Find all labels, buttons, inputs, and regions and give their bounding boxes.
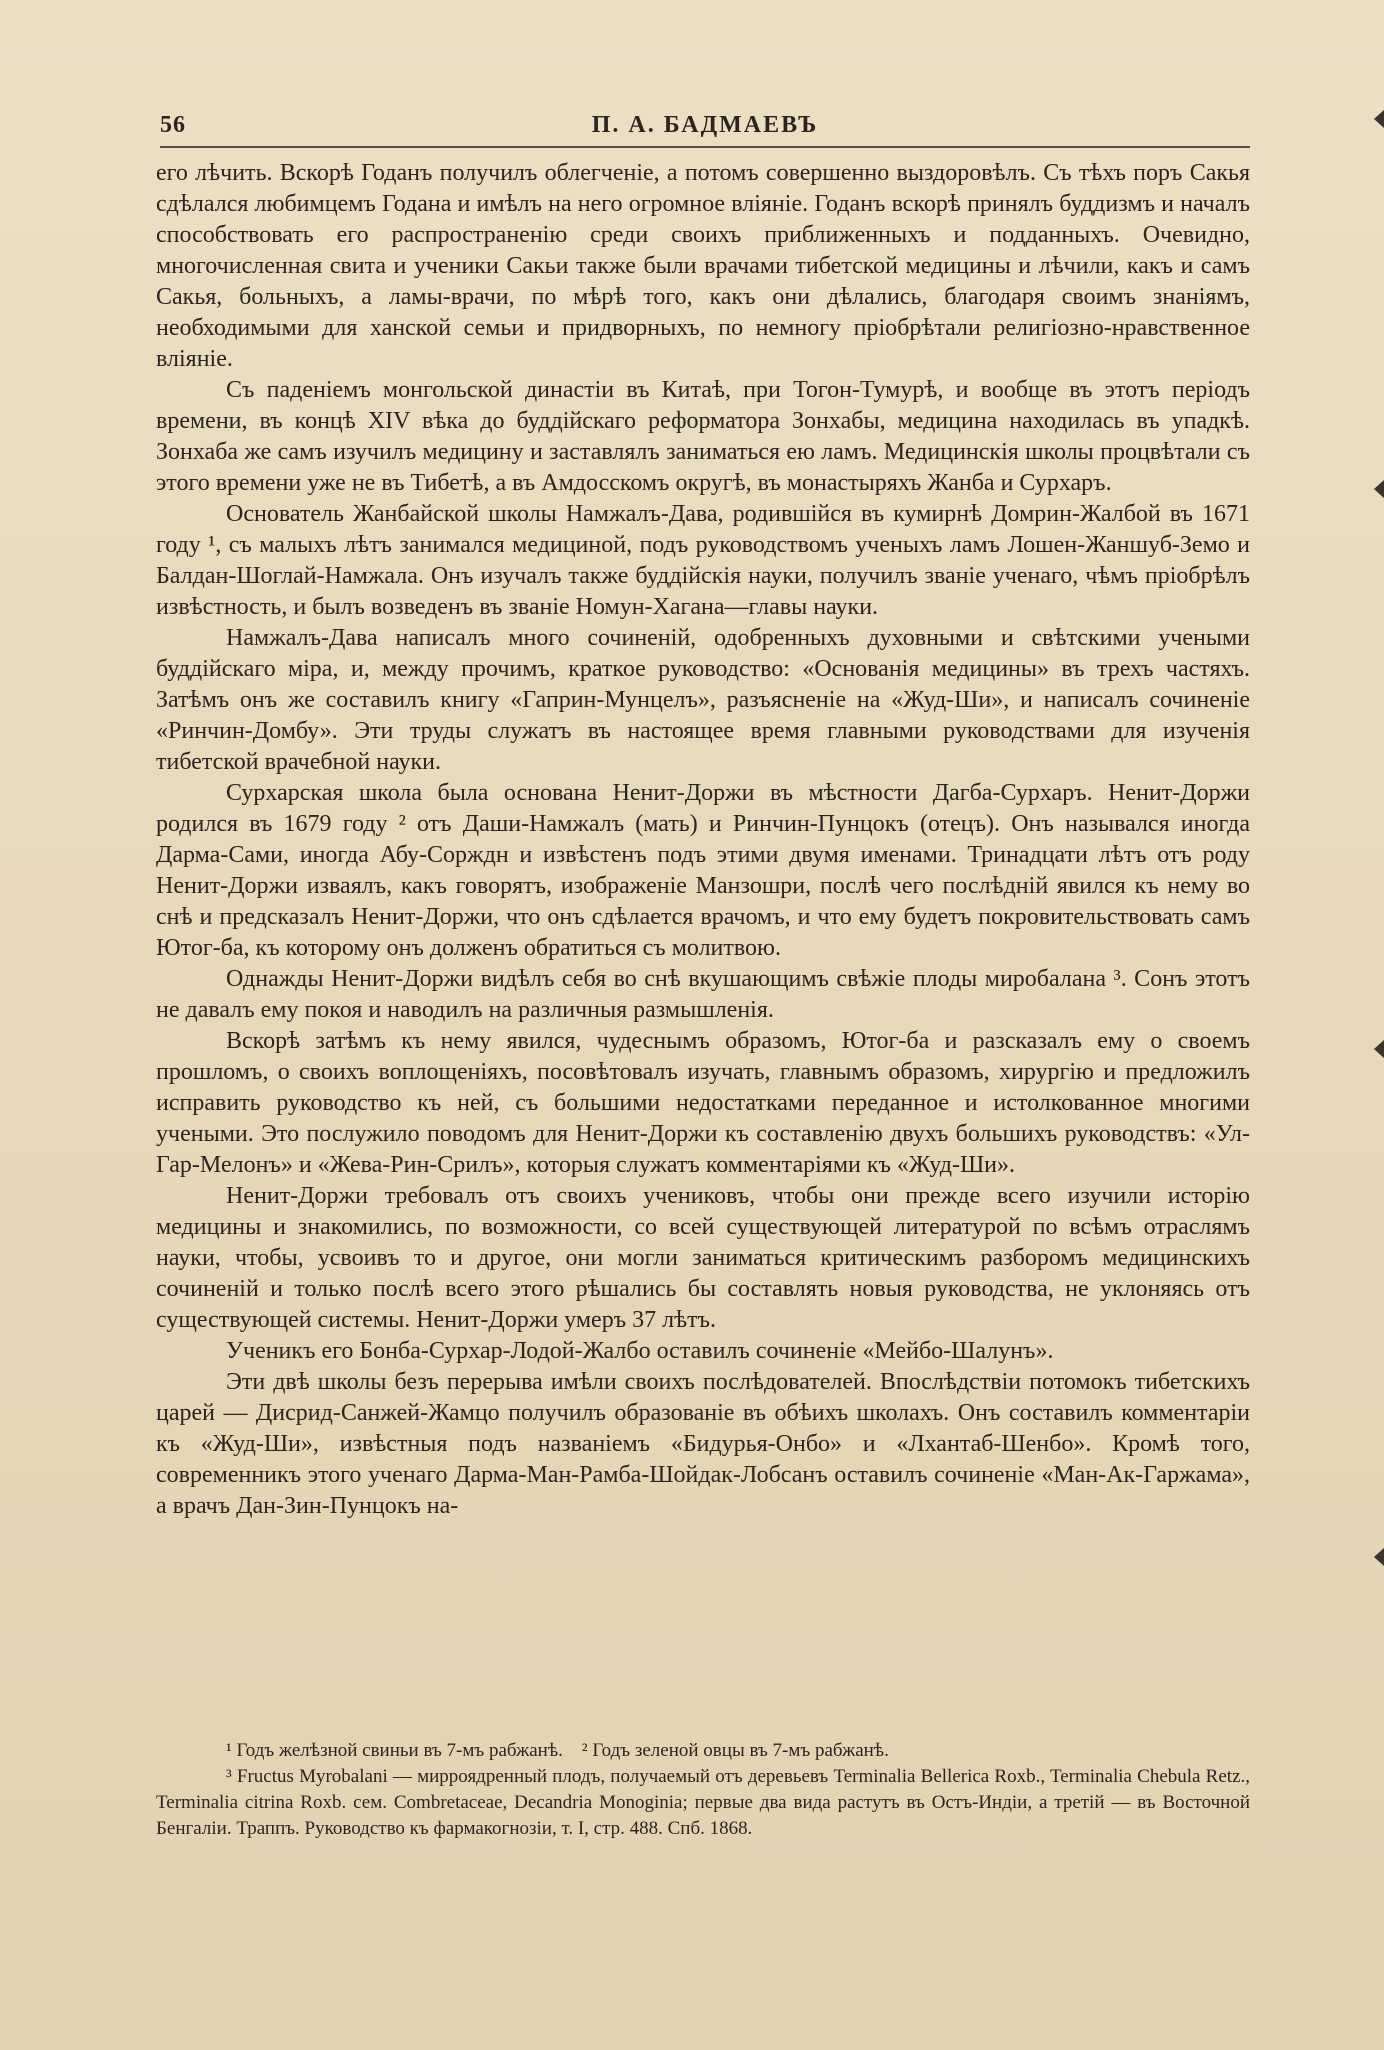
paragraph: Намжалъ-Дава написалъ много сочиненій, одобренныхъ духовными и свѣтскими учеными буддійскаго міра, и, между прочимъ, краткое руководство: «Основанія медицины» въ трехъ частяхъ. Затѣмъ онъ же составилъ книгу «Гаприн-Мунцелъ», разъясненіе на «Жуд-Ши», и написалъ сочиненіе «Ринчин-Домбу». Эти труды служатъ въ настоящее время главными руководствами для изученія тибетской врачебной науки. <box>156 625 1250 775</box>
footnotes <box>156 1738 1250 1842</box>
paragraph: его лѣчить. Вскорѣ Годанъ получилъ облегченіе, а потомъ совершенно выздоровѣлъ. Съ тѣхъ поръ Сакья сдѣлался любимцемъ Годана и имѣлъ на него огромное вліяніе. Годанъ вскорѣ принялъ буддизмъ и началъ способствовать его распространенію среди своихъ приближенныхъ и подданныхъ. Очевидно, многочисленная свита и ученики Сакьи также были врачами тибетской медицины и лѣчили, какъ и самъ Сакья, больныхъ, а ламы-врачи, по мѣрѣ того, какъ они дѣлались, благодаря своимъ знаніямъ, необходимыми для ханской семьи и придворныхъ, по немногу пріобрѣтали религіозно-нравственное вліяніе. <box>156 160 1250 372</box>
page-edge-mark <box>1374 480 1384 498</box>
footnote-2: ² Годъ зеленой овцы въ 7-мъ рабжанѣ. <box>581 1740 889 1761</box>
footnote-row <box>156 1738 1250 1764</box>
footnote-3: ³ Fructus Myrobalani — мирроядренный плодъ, получаемый отъ деревьевъ Terminalia Bellerica Roxb., Terminalia Chebula Retz., Terminalia citrina Roxb. сем. Combretaceae, Decandria Monoginia; первые два вида растутъ въ Остъ-Индіи, а третій — въ Восточной Бенгаліи. Траппъ. Руководство къ фармакогнозіи, т. I, стр. 488. Спб. 1868. <box>156 1766 1250 1839</box>
header-rule <box>160 146 1250 148</box>
paragraph: Основатель Жанбайской школы Намжалъ-Дава, родившійся въ кумирнѣ Домрин-Жалбой въ 1671 году ¹, съ малыхъ лѣтъ занимался медициной, подъ руководствомъ ученыхъ ламъ Лошен-Жаншуб-Земо и Балдан-Шоглай-Намжала. Онъ изучалъ также буддійскія науки, получилъ званіе ученаго, чѣмъ пріобрѣлъ извѣстность, и былъ возведенъ въ званіе Номун-Хагана—главы науки. <box>156 501 1250 620</box>
paragraph: Сурхарская школа была основана Ненит-Доржи въ мѣстности Дагба-Сурхаръ. Ненит-Доржи родился въ 1679 году ² отъ Даши-Намжалъ (мать) и Ринчин-Пунцокъ (отецъ). Онъ назывался иногда Дарма-Сами, иногда Абу-Сорждн и извѣстенъ подъ этими двумя именами. Тринадцати лѣтъ отъ роду Ненит-Доржи изваялъ, какъ говорятъ, изображеніе Манзошри, послѣ чего послѣдній явился къ нему во снѣ и предсказалъ Ненит-Доржи, что онъ сдѣлается врачомъ, и что ему будетъ покровительствовать самъ Ютог-ба, къ которому онъ долженъ обратиться съ молитвою. <box>156 780 1250 961</box>
paragraph: Эти двѣ школы безъ перерыва имѣли своихъ послѣдователей. Впослѣдствіи потомокъ тибетскихъ царей — Дисрид-Санжей-Жамцо получилъ образованіе въ обѣихъ школахъ. Онъ составилъ комментаріи къ «Жуд-Ши», извѣстныя подъ названіемъ «Бидурья-Онбо» и «Лхантаб-Шенбо». Кромѣ того, современникъ этого ученаго Дарма-Ман-Рамба-Шойдак-Лобсанъ оставилъ сочиненіе «Ман-Ак-Гаржама», а врачъ Дан-Зин-Пунцокъ на- <box>156 1369 1250 1519</box>
body-text <box>156 158 1250 1522</box>
paragraph: Ненит-Доржи требовалъ отъ своихъ учениковъ, чтобы они прежде всего изучили исторію медицины и знакомились, по возможности, со всей существующей литературой по всѣмъ отраслямъ науки, чтобы, усвоивъ то и другое, они могли заниматься критическимъ разборомъ медицинскихъ сочиненій и только послѣ всего этого рѣшались бы составлять новыя руководства, не уклоняясь отъ существующей системы. Ненит-Доржи умеръ 37 лѣтъ. <box>156 1183 1250 1333</box>
paragraph: Вскорѣ затѣмъ къ нему явился, чудеснымъ образомъ, Ютог-ба и разсказалъ ему о своемъ прошломъ, о своихъ воплощеніяхъ, посовѣтовалъ изучать, главнымъ образомъ, хирургію и предложилъ исправить руководство къ ней, съ большими недостатками переданное и истолкованное многими учеными. Это послужило поводомъ для Ненит-Доржи къ составленію двухъ большихъ руководствъ: «Ул-Гар-Мелонъ» и «Жева-Рин-Срилъ», которыя служатъ комментаріями къ «Жуд-Ши». <box>156 1028 1250 1178</box>
footnote-1: ¹ Годъ желѣзной свиньи въ 7-мъ рабжанѣ. <box>226 1740 563 1761</box>
paragraph: Ученикъ его Бонба-Сурхар-Лодой-Жалбо оставилъ сочиненіе «Мейбо-Шалунъ». <box>226 1338 1054 1364</box>
page-number: 56 <box>160 112 186 138</box>
paragraph: Однажды Ненит-Доржи видѣлъ себя во снѣ вкушающимъ свѣжіе плоды миробалана ³. Сонъ этотъ не давалъ ему покоя и наводилъ на различныя размышленія. <box>156 966 1250 1023</box>
running-title: П. А. БАДМАЕВЪ <box>591 112 819 138</box>
page-edge-mark <box>1374 1040 1384 1058</box>
page-header <box>160 112 1250 146</box>
page-edge-mark <box>1374 110 1384 128</box>
page-edge-mark <box>1374 1548 1384 1566</box>
paragraph: Съ паденіемъ монгольской династіи въ Китаѣ, при Тогон-Тумурѣ, и вообще въ этотъ періодъ времени, въ концѣ XIV вѣка до буддійскаго реформатора Зонхабы, медицина находилась въ упадкѣ. Зонхаба же самъ изучилъ медицину и заставлялъ заниматься ею ламъ. Медицинскія школы процвѣтали съ этого времени уже не въ Тибетѣ, а въ Амдосскомъ округѣ, въ монастыряхъ Жанба и Сурхаръ. <box>156 377 1250 496</box>
